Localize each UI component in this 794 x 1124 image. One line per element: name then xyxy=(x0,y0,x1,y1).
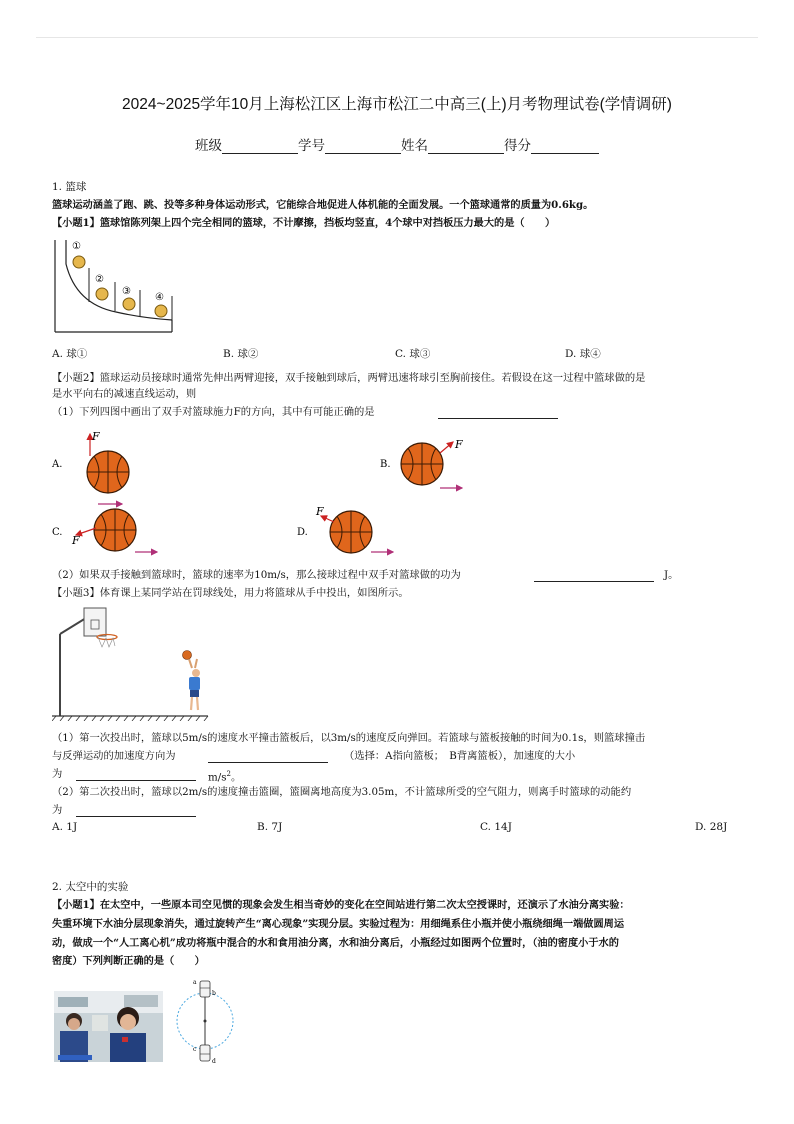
q2-line3: 动，做成一个“人工离心机”成功将瓶中混合的水和食用油分离，水和油分离后，小瓶经过如图两个位置时，（油的密度小于水的 xyxy=(52,937,619,949)
force-label-a: F xyxy=(92,430,100,443)
answer-blank-direction[interactable] xyxy=(208,750,328,763)
q1-sub1-question: 【小题1】篮球馆陈列架上四个完全相同的篮球，不计摩擦，挡板均竖直，4个球中对挡板压力最大的是（ ） xyxy=(52,217,556,229)
player-shirt-icon xyxy=(189,677,200,690)
q2-line2: 失重环境下水油分层现象消失，通过旋转产生“离心现象”实现分层。实验过程为：用细绳系住小瓶并使小瓶绕细绳一端做圆周运 xyxy=(52,918,625,930)
top-divider xyxy=(36,37,758,38)
q1-sub3-option-a[interactable]: A. 1J xyxy=(52,821,78,833)
ball-icon xyxy=(183,651,192,660)
force-label-d: F xyxy=(316,505,324,518)
free-throw-figure xyxy=(52,606,212,721)
centrifuge-diagram xyxy=(176,975,236,1067)
class-field[interactable]: 班级 xyxy=(195,134,298,154)
bottle-label-a: a xyxy=(193,979,197,986)
q1-sub3-q1-line1: （1）第一次投出时，篮球以5m/s的速度水平撞击篮板后，以3m/s的速度反向弹回。若篮球与篮板接触的时间为0.1s，则篮球撞击 xyxy=(52,732,646,744)
q1-sub3-option-d[interactable]: D. 28J xyxy=(695,821,728,833)
score-field[interactable]: 得分 xyxy=(504,134,599,154)
basketball-b xyxy=(401,443,443,485)
q1-intro: 篮球运动涵盖了跑、跳、投等多种身体运动形式，它能综合地促进人体机能的全面发展。一个篮球通常的质量为0.6kg。 xyxy=(52,199,594,211)
bottle-label-b: b xyxy=(212,990,216,997)
force-option-a-letter: A. xyxy=(52,459,63,470)
force-option-c-letter: C. xyxy=(52,527,63,538)
basketball-d xyxy=(330,511,372,553)
q1-sub3: 【小题3】体育课上某同学站在罚球线处，用力将篮球从手中投出，如图所示。 xyxy=(52,587,409,599)
q1-option-c[interactable]: C. 球③ xyxy=(395,348,431,360)
space-class-photo xyxy=(54,991,163,1062)
q1-sub3-q1-unit: $m/s^2$。 xyxy=(208,770,242,784)
basketball-a xyxy=(87,451,129,493)
answer-blank-acceleration[interactable] xyxy=(76,768,196,781)
q1-sub2-line1: 【小题2】篮球运动员接球时通常先伸出两臂迎接，双手接触到球后，两臂迅速将球引至胸前接住。若假设在这一过程中篮球做的是 xyxy=(52,372,646,384)
student-info-row xyxy=(0,134,794,154)
q1-sub2-q2-unit: J。 xyxy=(664,569,679,581)
rack-label-1: ① xyxy=(72,241,81,252)
exam-title: 2024~2025学年10月上海松江区上海市松江二中高三(上)月考物理试卷(学情调研) xyxy=(122,96,672,113)
q1-sub2-q2: （2）如果双手接触到篮球时，篮球的速率为10m/s，那么接球过程中双手对篮球做的功为 xyxy=(52,569,461,581)
q1-sub3-q2-line1: （2）第二次投出时，篮球以2m/s的速度撞击篮圈，篮圈离地高度为3.05m，不计篮球所受的空气阻力，则离手时篮球的动能约 xyxy=(52,786,632,798)
bottle-label-c: c xyxy=(193,1046,197,1053)
rack-label-3: ③ xyxy=(122,286,131,297)
ball-rack-figure xyxy=(52,238,177,334)
q1-sub3-option-b[interactable]: B. 7J xyxy=(257,821,283,833)
basketball-c xyxy=(94,509,136,551)
force-label-b: F xyxy=(455,438,463,451)
q1-sub3-option-c[interactable]: C. 14J xyxy=(480,821,512,833)
rack-label-4: ④ xyxy=(155,292,164,303)
q1-heading: 1. 篮球 xyxy=(52,181,87,193)
q1-sub3-q2-line2: 为 xyxy=(52,804,63,816)
q1-sub3-q1-line2a: 与反弹运动的加速度方向为 xyxy=(52,750,176,762)
force-label-c: F xyxy=(72,534,80,547)
q1-sub3-q1-line2b: （选择：A指向篮板； B背离篮板），加速度的大小 xyxy=(344,750,576,762)
force-option-d-letter: D. xyxy=(297,527,308,538)
q2-line4: 密度）下列判断正确的是（ ） xyxy=(52,955,205,967)
answer-blank-work[interactable] xyxy=(534,569,654,582)
force-option-b-letter: B. xyxy=(380,459,391,470)
q1-sub3-q1-line3a: 为 xyxy=(52,768,63,780)
q1-option-a[interactable]: A. 球① xyxy=(52,348,88,360)
rack-label-2: ② xyxy=(95,274,104,285)
name-field[interactable]: 姓名 xyxy=(401,134,504,154)
student-number-field[interactable]: 学号 xyxy=(298,134,401,154)
answer-blank-force[interactable] xyxy=(438,406,558,419)
q2-line1: 【小题1】在太空中，一些原本司空见惯的现象会发生相当奇妙的变化在空间站进行第二次太空授课时，还演示了水油分离实验： xyxy=(52,899,630,911)
force-diagrams xyxy=(48,426,468,558)
player-head-icon xyxy=(192,669,200,677)
q2-heading: 2. 太空中的实验 xyxy=(52,881,129,893)
q1-sub2-q1: （1）下列四图中画出了双手对篮球施力F的方向，其中有可能正确的是 xyxy=(52,406,375,418)
bottle-bottom-icon xyxy=(200,1045,210,1061)
q1-option-b[interactable]: B. 球② xyxy=(223,348,259,360)
q1-sub2-line2: 是水平向右的减速直线运动，则 xyxy=(52,388,197,400)
q1-option-d[interactable]: D. 球④ xyxy=(565,348,601,360)
answer-blank-energy[interactable] xyxy=(76,804,196,817)
force-arrow-b xyxy=(440,442,453,453)
bottle-label-d: d xyxy=(212,1058,216,1065)
bottle-top-icon xyxy=(200,981,210,997)
